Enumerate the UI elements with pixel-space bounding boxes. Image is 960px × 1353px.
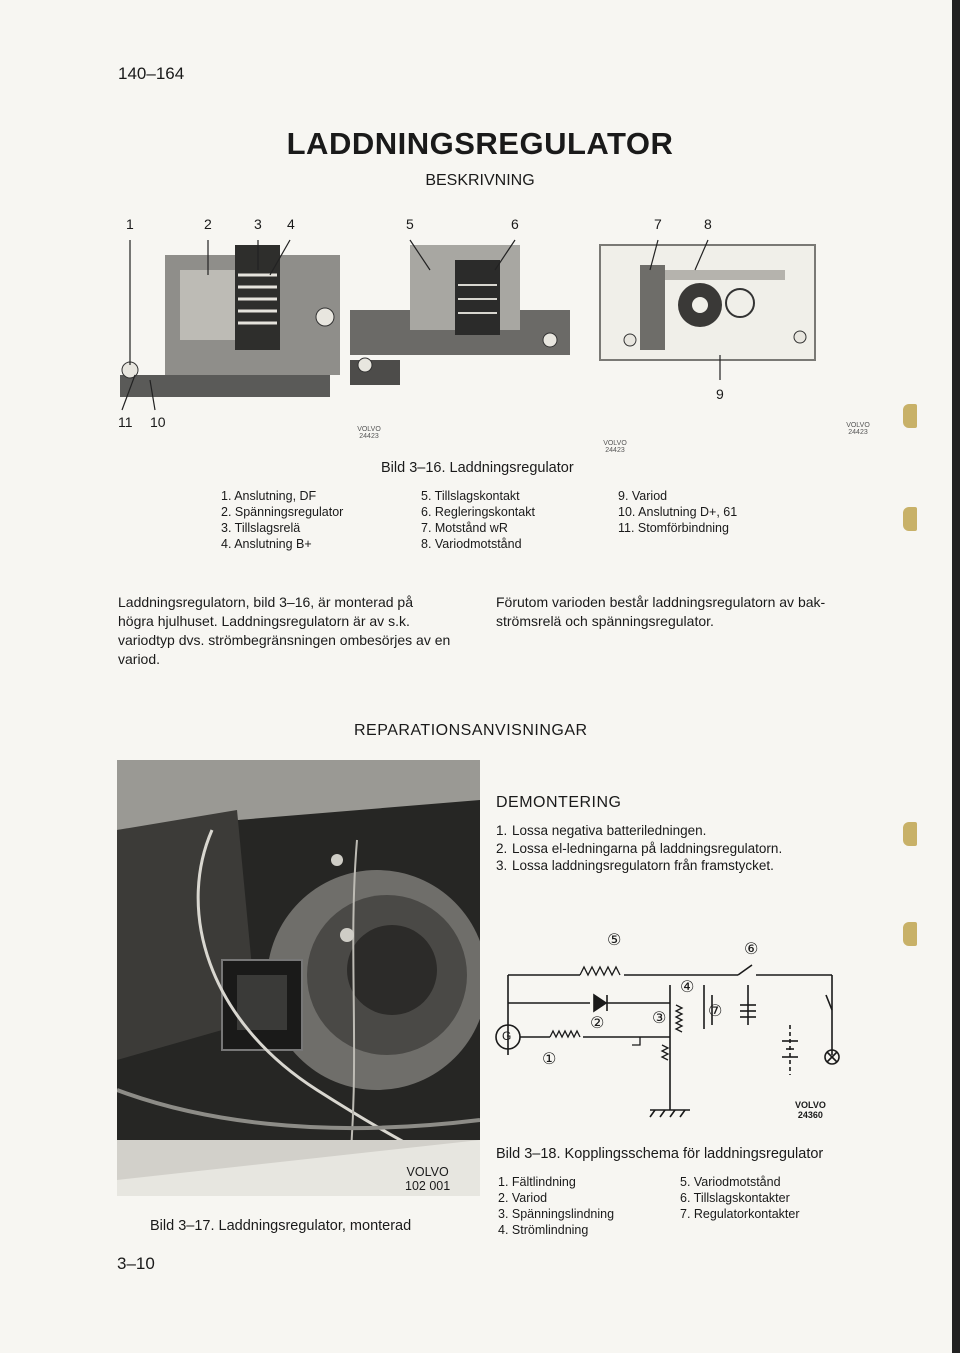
demontering-heading: DEMONTERING — [496, 794, 622, 811]
legend-item: 1. Fältlindning — [498, 1175, 576, 1189]
legend-item: 9. Variod — [618, 489, 668, 503]
step-text: Lossa laddningsregulatorn från framstycket. — [512, 858, 774, 873]
description-line: Förutom varioden består laddningsregulatorn av bak- — [496, 594, 826, 610]
description-line: högra hjulhuset. Laddningsregulatorn är av s.k. — [118, 613, 410, 629]
step-item — [496, 840, 782, 858]
volvo-stamp-3-number: 24423 — [848, 429, 868, 436]
binder-tab-mark — [903, 507, 917, 531]
step-item — [496, 857, 782, 875]
figure-regulator-photos — [110, 215, 880, 455]
callout-8: 8 — [704, 216, 712, 232]
marker-3: ③ — [652, 1010, 667, 1027]
callout-3: 3 — [254, 216, 262, 232]
volvo-stamp-1 — [354, 426, 384, 440]
mounted-regulator-photo — [117, 760, 480, 1196]
binder-tab-mark — [903, 822, 917, 846]
callout-2: 2 — [204, 216, 212, 232]
callout-11: 11 — [118, 414, 133, 430]
legend-item: 2. Spänningsregulator — [221, 505, 344, 519]
callout-10: 10 — [150, 414, 166, 430]
description-line: variod. — [118, 651, 161, 667]
volvo-stamp-1-number: 24423 — [359, 433, 379, 440]
step-item — [496, 822, 782, 840]
step-number: 1. — [496, 823, 508, 838]
generator-label: G — [502, 1029, 512, 1043]
callout-9: 9 — [716, 386, 724, 402]
callout-1: 1 — [126, 216, 134, 232]
figure-3-16-legend-col-2 — [421, 488, 535, 552]
step-text: Lossa negativa batteriledningen. — [512, 823, 707, 838]
binder-tab-mark — [903, 922, 917, 946]
figure-3-16-caption: Bild 3–16. Laddningsregulator — [381, 460, 574, 476]
description-right — [496, 593, 856, 631]
step-number: 3. — [496, 858, 508, 873]
page-title: LADDNINGSREGULATOR — [286, 126, 674, 161]
legend-item: 4. Strömlindning — [498, 1223, 589, 1237]
binding-edge — [952, 0, 960, 1353]
legend-item: 8. Variodmotstånd — [421, 537, 522, 551]
volvo-stamp-2 — [600, 440, 630, 454]
wiring-diagram — [490, 925, 850, 1130]
marker-2: ② — [590, 1015, 605, 1032]
volvo-stamp-2-number: 24423 — [605, 447, 625, 454]
legend-item: 1. Anslutning, DF — [221, 489, 317, 503]
legend-item: 11. Stomförbindning — [618, 521, 729, 535]
marker-5: ⑤ — [607, 932, 622, 949]
description-left — [118, 593, 478, 669]
mounted-photo-stamp-brand: VOLVO — [406, 1165, 449, 1179]
mounted-photo-stamp — [405, 1165, 450, 1193]
regulator-photos-illustration — [110, 215, 880, 455]
legend-item: 6. Tillslagskontakter — [680, 1191, 790, 1205]
legend-item: 7. Motstånd wR — [421, 521, 508, 535]
legend-item: 4. Anslutning B+ — [221, 537, 312, 551]
repair-heading: REPARATIONSANVISNINGAR — [354, 722, 588, 739]
volvo-stamp-2-brand: VOLVO — [603, 440, 627, 447]
diagram-stamp-number: 24360 — [797, 1110, 823, 1120]
marker-1: ① — [542, 1051, 557, 1068]
figure-3-16-legend-col-1 — [221, 488, 343, 552]
mounted-photo-stamp-number: 102 001 — [405, 1179, 451, 1193]
demontering-steps — [496, 822, 782, 875]
legend-item: 3. Tillslagsrelä — [221, 521, 301, 535]
description-line: strömsrelä och spänningsregulator. — [496, 613, 714, 629]
description-line: variodtyp dvs. strömbegränsningen ombesörjes av en — [118, 632, 451, 648]
callout-7: 7 — [654, 216, 662, 232]
binder-tab-mark — [903, 404, 917, 428]
marker-6: ⑥ — [744, 941, 759, 958]
description-line: Laddningsregulatorn, bild 3–16, är monterad på — [118, 594, 413, 610]
callout-5: 5 — [406, 216, 414, 232]
figure-3-18-legend-col-1 — [498, 1174, 614, 1238]
volvo-stamp-1-brand: VOLVO — [357, 426, 381, 433]
mounted-regulator-illustration — [117, 760, 480, 1196]
volvo-stamp-3 — [843, 422, 873, 436]
page-subtitle: BESKRIVNING — [425, 172, 535, 189]
page-range: 140–164 — [118, 64, 185, 83]
figure-3-16-legend-col-3 — [618, 488, 737, 536]
figure-3-17-caption: Bild 3–17. Laddningsregulator, monterad — [150, 1218, 412, 1234]
legend-item: 2. Variod — [498, 1191, 548, 1205]
legend-item: 3. Spänningslindning — [498, 1207, 615, 1221]
figure-3-18-caption: Bild 3–18. Kopplingsschema för laddningsregulator — [496, 1146, 824, 1162]
page-number: 3–10 — [117, 1254, 155, 1273]
diagram-stamp-brand: VOLVO — [795, 1100, 826, 1110]
legend-item: 7. Regulatorkontakter — [680, 1207, 800, 1221]
legend-item: 6. Regleringskontakt — [421, 505, 535, 519]
legend-item: 5. Tillslagskontakt — [421, 489, 520, 503]
legend-item: 10. Anslutning D+, 61 — [618, 505, 738, 519]
callout-6: 6 — [511, 216, 519, 232]
marker-7: ⑦ — [708, 1003, 723, 1020]
figure-3-18-legend-col-2 — [680, 1174, 800, 1222]
diagram-stamp — [795, 1100, 826, 1120]
volvo-stamp-3-brand: VOLVO — [846, 422, 870, 429]
legend-item: 5. Variodmotstånd — [680, 1175, 781, 1189]
step-text: Lossa el-ledningarna på laddningsregulatorn. — [512, 840, 783, 856]
step-number: 2. — [496, 840, 508, 856]
callout-4: 4 — [287, 216, 295, 232]
marker-4: ④ — [680, 979, 695, 996]
